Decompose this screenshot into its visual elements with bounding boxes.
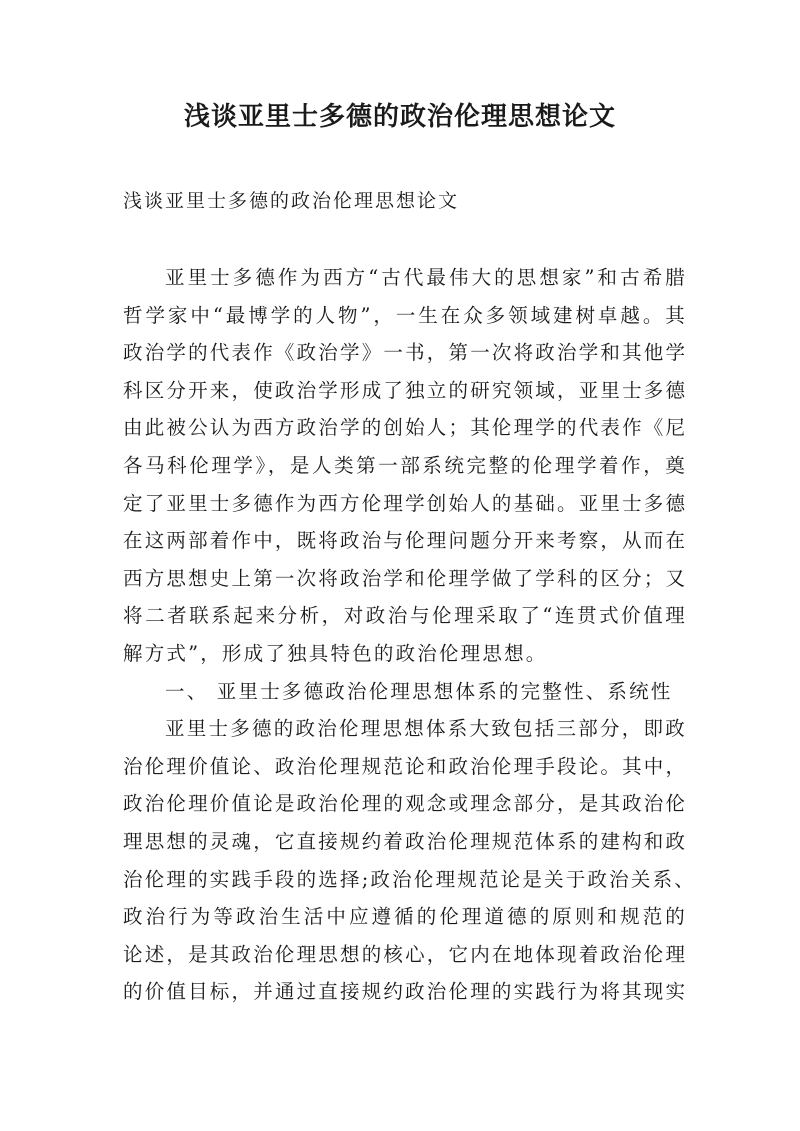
text-line: 定了亚里士多德作为西方伦理学创始人的基础。亚里士多德 bbox=[123, 491, 688, 515]
text-line: 亚里士多德作为西方“古代最伟大的思想家”和古希腊 bbox=[165, 266, 687, 289]
section-heading: 一、 亚里士多德政治伦理思想体系的完整性、系统性 bbox=[165, 679, 673, 703]
text-line: 论述，是其政治伦理思想的核心，它内在地体现着政治伦理 bbox=[123, 942, 688, 966]
text-line: 政治行为等政治生活中应遵循的伦理道德的原则和规范的 bbox=[123, 905, 687, 929]
text-line: 由此被公认为西方政治学的创始人；其伦理学的代表作《尼 bbox=[123, 416, 688, 440]
text-line: 科区分开来，使政治学形成了独立的研究领域，亚里士多德 bbox=[123, 378, 688, 402]
text-line: 解方式”，形成了独具特色的政治伦理思想。 bbox=[123, 641, 548, 665]
text-line: 政治学的代表作《政治学》一书，第一次将政治学和其他学 bbox=[123, 341, 688, 365]
document-title: 浅谈亚里士多德的政治伦理思想论文 bbox=[183, 102, 616, 132]
text-line: 各马科伦理学》，是人类第一部系统完整的伦理学着作，奠 bbox=[123, 453, 687, 477]
text-line: 将二者联系起来分析，对政治与伦理采取了“连贯式价值理 bbox=[123, 604, 687, 628]
body-text bbox=[123, 259, 696, 1011]
text-line: 的价值目标，并通过直接规约政治伦理的实践行为将其现实 bbox=[123, 980, 688, 1004]
text-line: 在这两部着作中，既将政治与伦理问题分开来考察，从而在 bbox=[123, 529, 688, 553]
text-line: 亚里士多德的政治伦理思想体系大致包括三部分，即政 bbox=[165, 717, 687, 741]
text-line: 政治伦理价值论是政治伦理的观念或理念部分，是其政治伦 bbox=[123, 792, 688, 816]
text-line: 西方思想史上第一次将政治学和伦理学做了学科的区分；又 bbox=[123, 566, 688, 590]
document-subtitle: 浅谈亚里士多德的政治伦理思想论文 bbox=[123, 190, 460, 212]
text-line: 哲学家中“最博学的人物”，一生在众多领域建树卓越。其 bbox=[123, 303, 687, 327]
text-line: 治伦理价值论、政治伦理规范论和政治伦理手段论。其中， bbox=[123, 754, 688, 778]
text-line: 理思想的灵魂，它直接规约着政治伦理规范体系的建构和政 bbox=[123, 829, 688, 853]
text-line: 治伦理的实践手段的选择;政治伦理规范论是关于政治关系、 bbox=[123, 867, 696, 891]
